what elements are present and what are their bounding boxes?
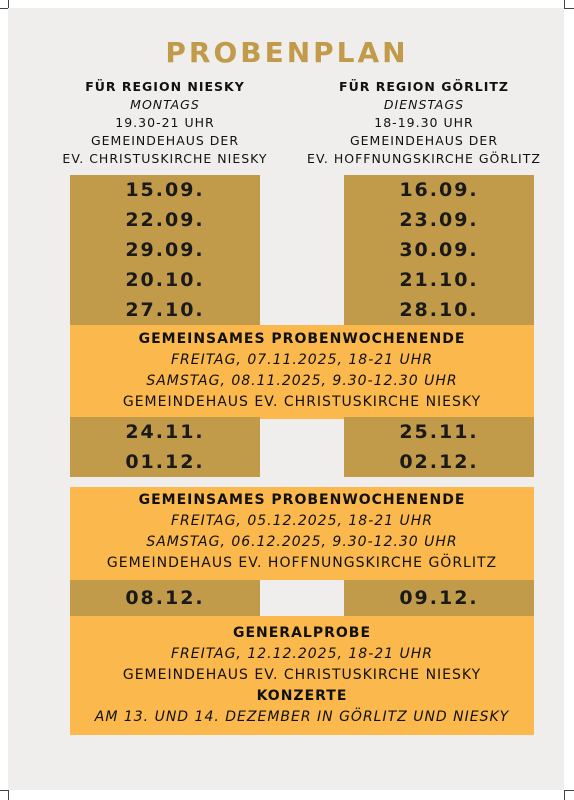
date-niesky: 08.12. (125, 587, 205, 609)
niesky-dates-block-2 (70, 417, 260, 477)
band-line: GEMEINDEHAUS EV. HOFFNUNGSKIRCHE GÖRLITZ (106, 555, 498, 571)
band-line: FREITAG, 05.12.2025, 18-21 UHR (170, 513, 434, 529)
goerlitz-dates-block-2 (344, 417, 534, 477)
date-niesky: 20.10. (125, 269, 205, 291)
crop-mark (0, 790, 8, 791)
date-niesky: 01.12. (125, 451, 205, 473)
page-title: PROBENPLAN (165, 36, 409, 69)
band-line: SAMSTAG, 08.11.2025, 9.30-12.30 UHR (146, 373, 458, 389)
goerlitz-dates-block-3 (344, 580, 534, 616)
region-time: 18-19.30 UHR (374, 115, 474, 130)
date-niesky: 22.09. (125, 209, 205, 231)
date-niesky: 29.09. (125, 239, 205, 261)
crop-mark (0, 8, 8, 9)
region-goerlitz-info (299, 78, 549, 168)
band-line: FREITAG, 12.12.2025, 18-21 UHR (170, 646, 434, 662)
band-line: GEMEINDEHAUS EV. CHRISTUSKIRCHE NIESKY (122, 394, 482, 410)
band-heading: KONZERTE (256, 688, 348, 704)
band-heading: GENERALPROBE (232, 625, 372, 641)
date-goerlitz: 21.10. (399, 269, 479, 291)
date-goerlitz: 23.09. (399, 209, 479, 231)
crop-mark (564, 8, 574, 9)
joint-rehearsal-weekend-2 (70, 487, 534, 580)
region-niesky-info (40, 78, 290, 168)
band-line: GEMEINDEHAUS EV. CHRISTUSKIRCHE NIESKY (122, 667, 482, 683)
region-venue: EV. HOFFNUNGSKIRCHE GÖRLITZ (307, 151, 541, 166)
date-goerlitz: 02.12. (399, 451, 479, 473)
dress-rehearsal-and-concerts (70, 616, 534, 735)
date-goerlitz: 25.11. (399, 421, 479, 443)
region-venue: EV. CHRISTUSKIRCHE NIESKY (62, 151, 268, 166)
crop-mark (564, 0, 565, 8)
joint-rehearsal-weekend-1 (70, 325, 534, 419)
region-day: MONTAGS (130, 97, 200, 112)
band-line: SAMSTAG, 06.12.2025, 9.30-12.30 UHR (146, 534, 458, 550)
region-venue: GEMEINDEHAUS DER (349, 133, 499, 148)
band-line: FREITAG, 07.11.2025, 18-21 UHR (170, 352, 434, 368)
date-goerlitz: 16.09. (399, 179, 479, 201)
date-niesky: 24.11. (125, 421, 205, 443)
niesky-dates-block-1 (70, 175, 260, 325)
crop-mark (8, 790, 9, 800)
band-heading: GEMEINSAMES PROBENWOCHENENDE (138, 331, 466, 347)
date-goerlitz: 28.10. (399, 299, 479, 321)
date-niesky: 27.10. (125, 299, 205, 321)
region-venue: GEMEINDEHAUS DER (90, 133, 240, 148)
goerlitz-dates-block-1 (344, 175, 534, 325)
date-goerlitz: 30.09. (399, 239, 479, 261)
region-heading: FÜR REGION GÖRLITZ (339, 79, 509, 94)
band-line: AM 13. UND 14. DEZEMBER IN GÖRLITZ UND NIESKY (94, 709, 510, 725)
region-day: DIENSTAGS (383, 97, 465, 112)
date-goerlitz: 09.12. (399, 587, 479, 609)
region-heading: FÜR REGION NIESKY (85, 79, 245, 94)
date-niesky: 15.09. (125, 179, 205, 201)
crop-mark (564, 790, 574, 791)
niesky-dates-block-3 (70, 580, 260, 616)
crop-mark (8, 0, 9, 8)
region-time: 19.30-21 UHR (115, 115, 215, 130)
crop-mark (564, 790, 565, 800)
band-heading: GEMEINSAMES PROBENWOCHENENDE (138, 492, 466, 508)
